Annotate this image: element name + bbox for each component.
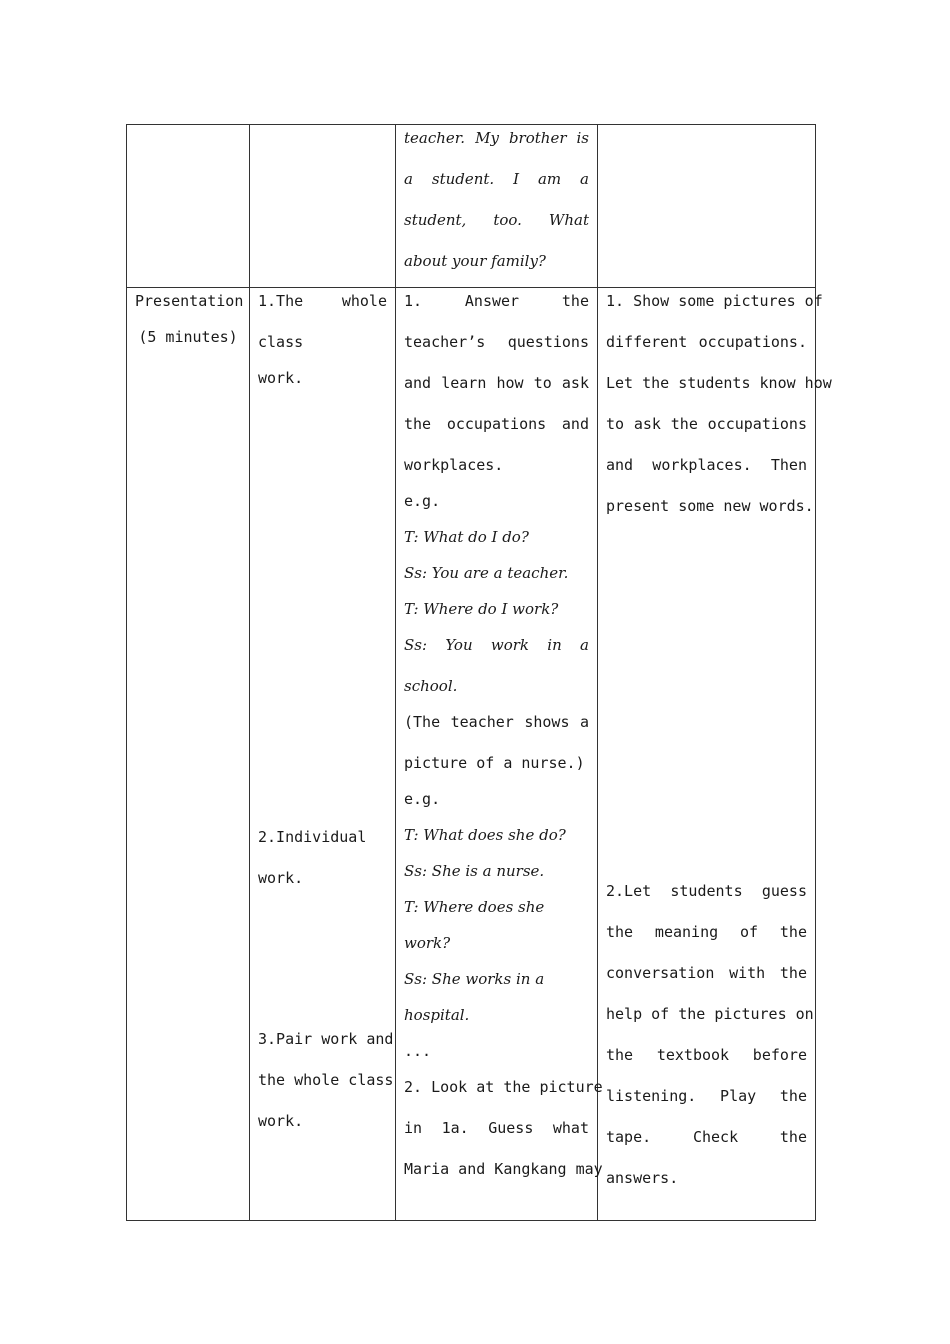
teacher-line: 1. Show some pictures of (606, 292, 823, 310)
organization-item: work. (258, 869, 304, 887)
teacher-line: the meaning of the (606, 923, 807, 941)
stage-cell (127, 288, 250, 1221)
teacher-line: to ask the occupations (606, 415, 807, 433)
activity-line: Maria and Kangkang may (404, 1160, 603, 1178)
stage-cell (127, 125, 250, 288)
dialogue-line: T: What does she do? (404, 826, 566, 844)
dialogue-line: school. (404, 677, 458, 695)
organization-item: class (258, 333, 304, 351)
teacher-line: answers. (606, 1169, 679, 1187)
ellipsis: ... (404, 1042, 432, 1060)
dialogue-line: Ss: She works in a (404, 970, 545, 988)
dialogue-line: T: Where does she (404, 898, 545, 916)
example-label: e.g. (404, 790, 441, 808)
activity-line: teacher’s questions (404, 333, 589, 351)
organization-cell (250, 288, 396, 1221)
teacher-line: help of the pictures on (606, 1005, 814, 1023)
dialogue-line: Ss: You are a teacher. (404, 564, 569, 582)
activity-line: (The teacher shows a (404, 713, 589, 731)
activity-line: 2. Look at the picture (404, 1078, 603, 1096)
dialogue-line: teacher. My brother is (404, 129, 589, 147)
teacher-line: listening. Play the (606, 1087, 807, 1105)
teacher-line: and workplaces. Then (606, 456, 807, 474)
dialogue-line: student, too. What (404, 211, 589, 229)
teacher-line: 2.Let students guess (606, 882, 807, 900)
stage-duration: (5 minutes) (138, 328, 238, 346)
teacher-line: different occupations. (606, 333, 807, 351)
organization-item: work. (258, 369, 304, 387)
dialogue-line: hospital. (404, 1006, 470, 1024)
example-label: e.g. (404, 492, 441, 510)
organization-item: 3.Pair work and (258, 1030, 394, 1048)
student-activity-cell (396, 288, 603, 1221)
activity-line: and learn how to ask (404, 374, 589, 392)
teacher-line: present some new words. (606, 497, 814, 515)
activity-line: picture of a nurse.) (404, 754, 585, 772)
organization-item: the whole class (258, 1071, 394, 1089)
teacher-line: tape. Check the (606, 1128, 807, 1146)
dialogue-line: Ss: You work in a (404, 636, 589, 654)
dialogue-line: T: Where do I work? (404, 600, 559, 618)
activity-line: workplaces. (404, 456, 504, 474)
activity-line: the occupations and (404, 415, 589, 433)
dialogue-line: a student. I am a (404, 170, 589, 188)
dialogue-line: Ss: She is a nurse. (404, 862, 545, 880)
table-row (127, 288, 816, 1221)
teacher-line: the textbook before (606, 1046, 807, 1064)
lesson-plan-table (126, 124, 832, 1221)
teacher-activity-cell (598, 288, 832, 1221)
organization-cell (250, 125, 396, 288)
dialogue-line: work? (404, 934, 451, 952)
stage-label: Presentation (135, 292, 244, 310)
teacher-activity-cell (598, 125, 816, 288)
teacher-line: Let the students know how (606, 374, 832, 392)
organization-item: work. (258, 1112, 304, 1130)
student-activity-cell (396, 125, 598, 288)
activity-line: 1. Answer the (404, 292, 589, 310)
organization-item: 1.The whole (258, 292, 387, 310)
organization-item: 2.Individual (258, 828, 367, 846)
table-row (127, 125, 816, 288)
dialogue-line: T: What do I do? (404, 528, 529, 546)
activity-line: in 1a. Guess what (404, 1119, 589, 1137)
teacher-line: conversation with the (606, 964, 807, 982)
dialogue-line: about your family? (404, 252, 546, 270)
